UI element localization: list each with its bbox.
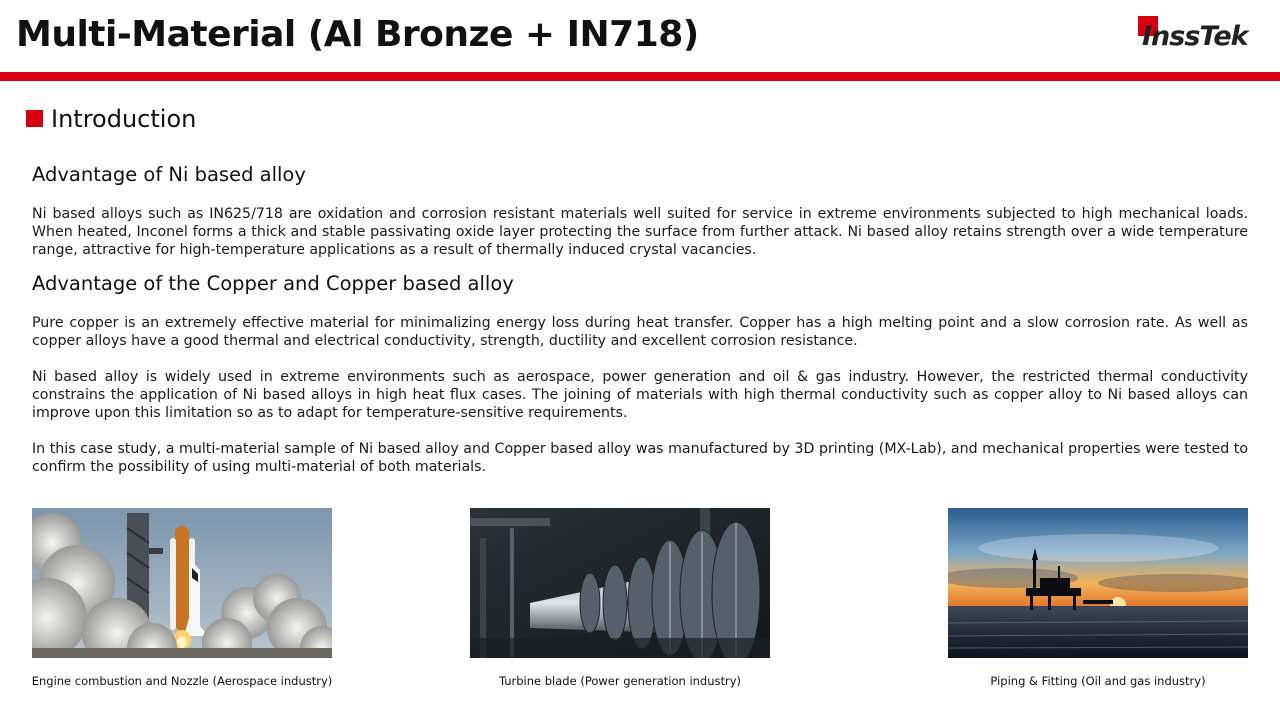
subhead-copper-alloy: Advantage of the Copper and Copper based alloy [32,272,514,295]
paragraph-case-study: In this case study, a multi-material sample of Ni based alloy and Copper based alloy was manufactured by 3D printing (MX-Lab), and mechanical properties were tested to confirm the possibility of using multi-material of both materials. [32,441,1248,475]
subhead-ni-alloy: Advantage of Ni based alloy [32,163,306,186]
oil-rig-photo [948,508,1248,658]
caption-turbine: Turbine blade (Power generation industry) [498,674,742,688]
paragraph-ni-alloy: Ni based alloys such as IN625/718 are oxidation and corrosion resistant materials well suited for service in extreme environments subjected to high mechanical loads. When heated, Inconel forms a thick and stable passivating oxide layer protecting the surface from further attack. Ni based alloy retains strength over a wide temperature range, attractive for high-temperature applications as a result of thermally induced crystal vacancies. [32,206,1248,258]
paragraph-applications: Ni based alloy is widely used in extreme environments such as aerospace, power generation and oil & gas industry. However, the restricted thermal conductivity constrains the application of Ni based alloys in high heat flux cases. The joining of materials with high thermal conductivity such as copper alloy to Ni based alloys can improve upon this limitation so as to adapt for temperature-sensitive requirements. [32,369,1248,421]
turbine-rotor-icon [470,508,770,658]
caption-aerospace: Engine combustion and Nozzle (Aerospace industry) [31,674,333,688]
logo-text: InssTek [1142,21,1248,52]
offshore-oil-rig-icon [948,508,1248,658]
paragraph-copper-alloy: Pure copper is an extremely effective material for minimalizing energy loss during heat transfer. Copper has a high melting point and a slow corrosion rate. As well as copper alloys have a good thermal and electrical conductivity, strength, ductility and excellent corrosion resistance. [32,315,1248,349]
aerospace-photo [32,508,332,658]
turbine-photo [470,508,770,658]
section-bullet-icon [26,110,43,127]
insstek-logo [1138,14,1260,54]
slide-title: Multi-Material (Al Bronze + IN718) [16,14,699,55]
title-divider [0,72,1280,81]
section-heading: Introduction [51,105,197,133]
space-shuttle-launch-icon [32,508,332,658]
caption-oil-gas: Piping & Fitting (Oil and gas industry) [990,674,1206,688]
